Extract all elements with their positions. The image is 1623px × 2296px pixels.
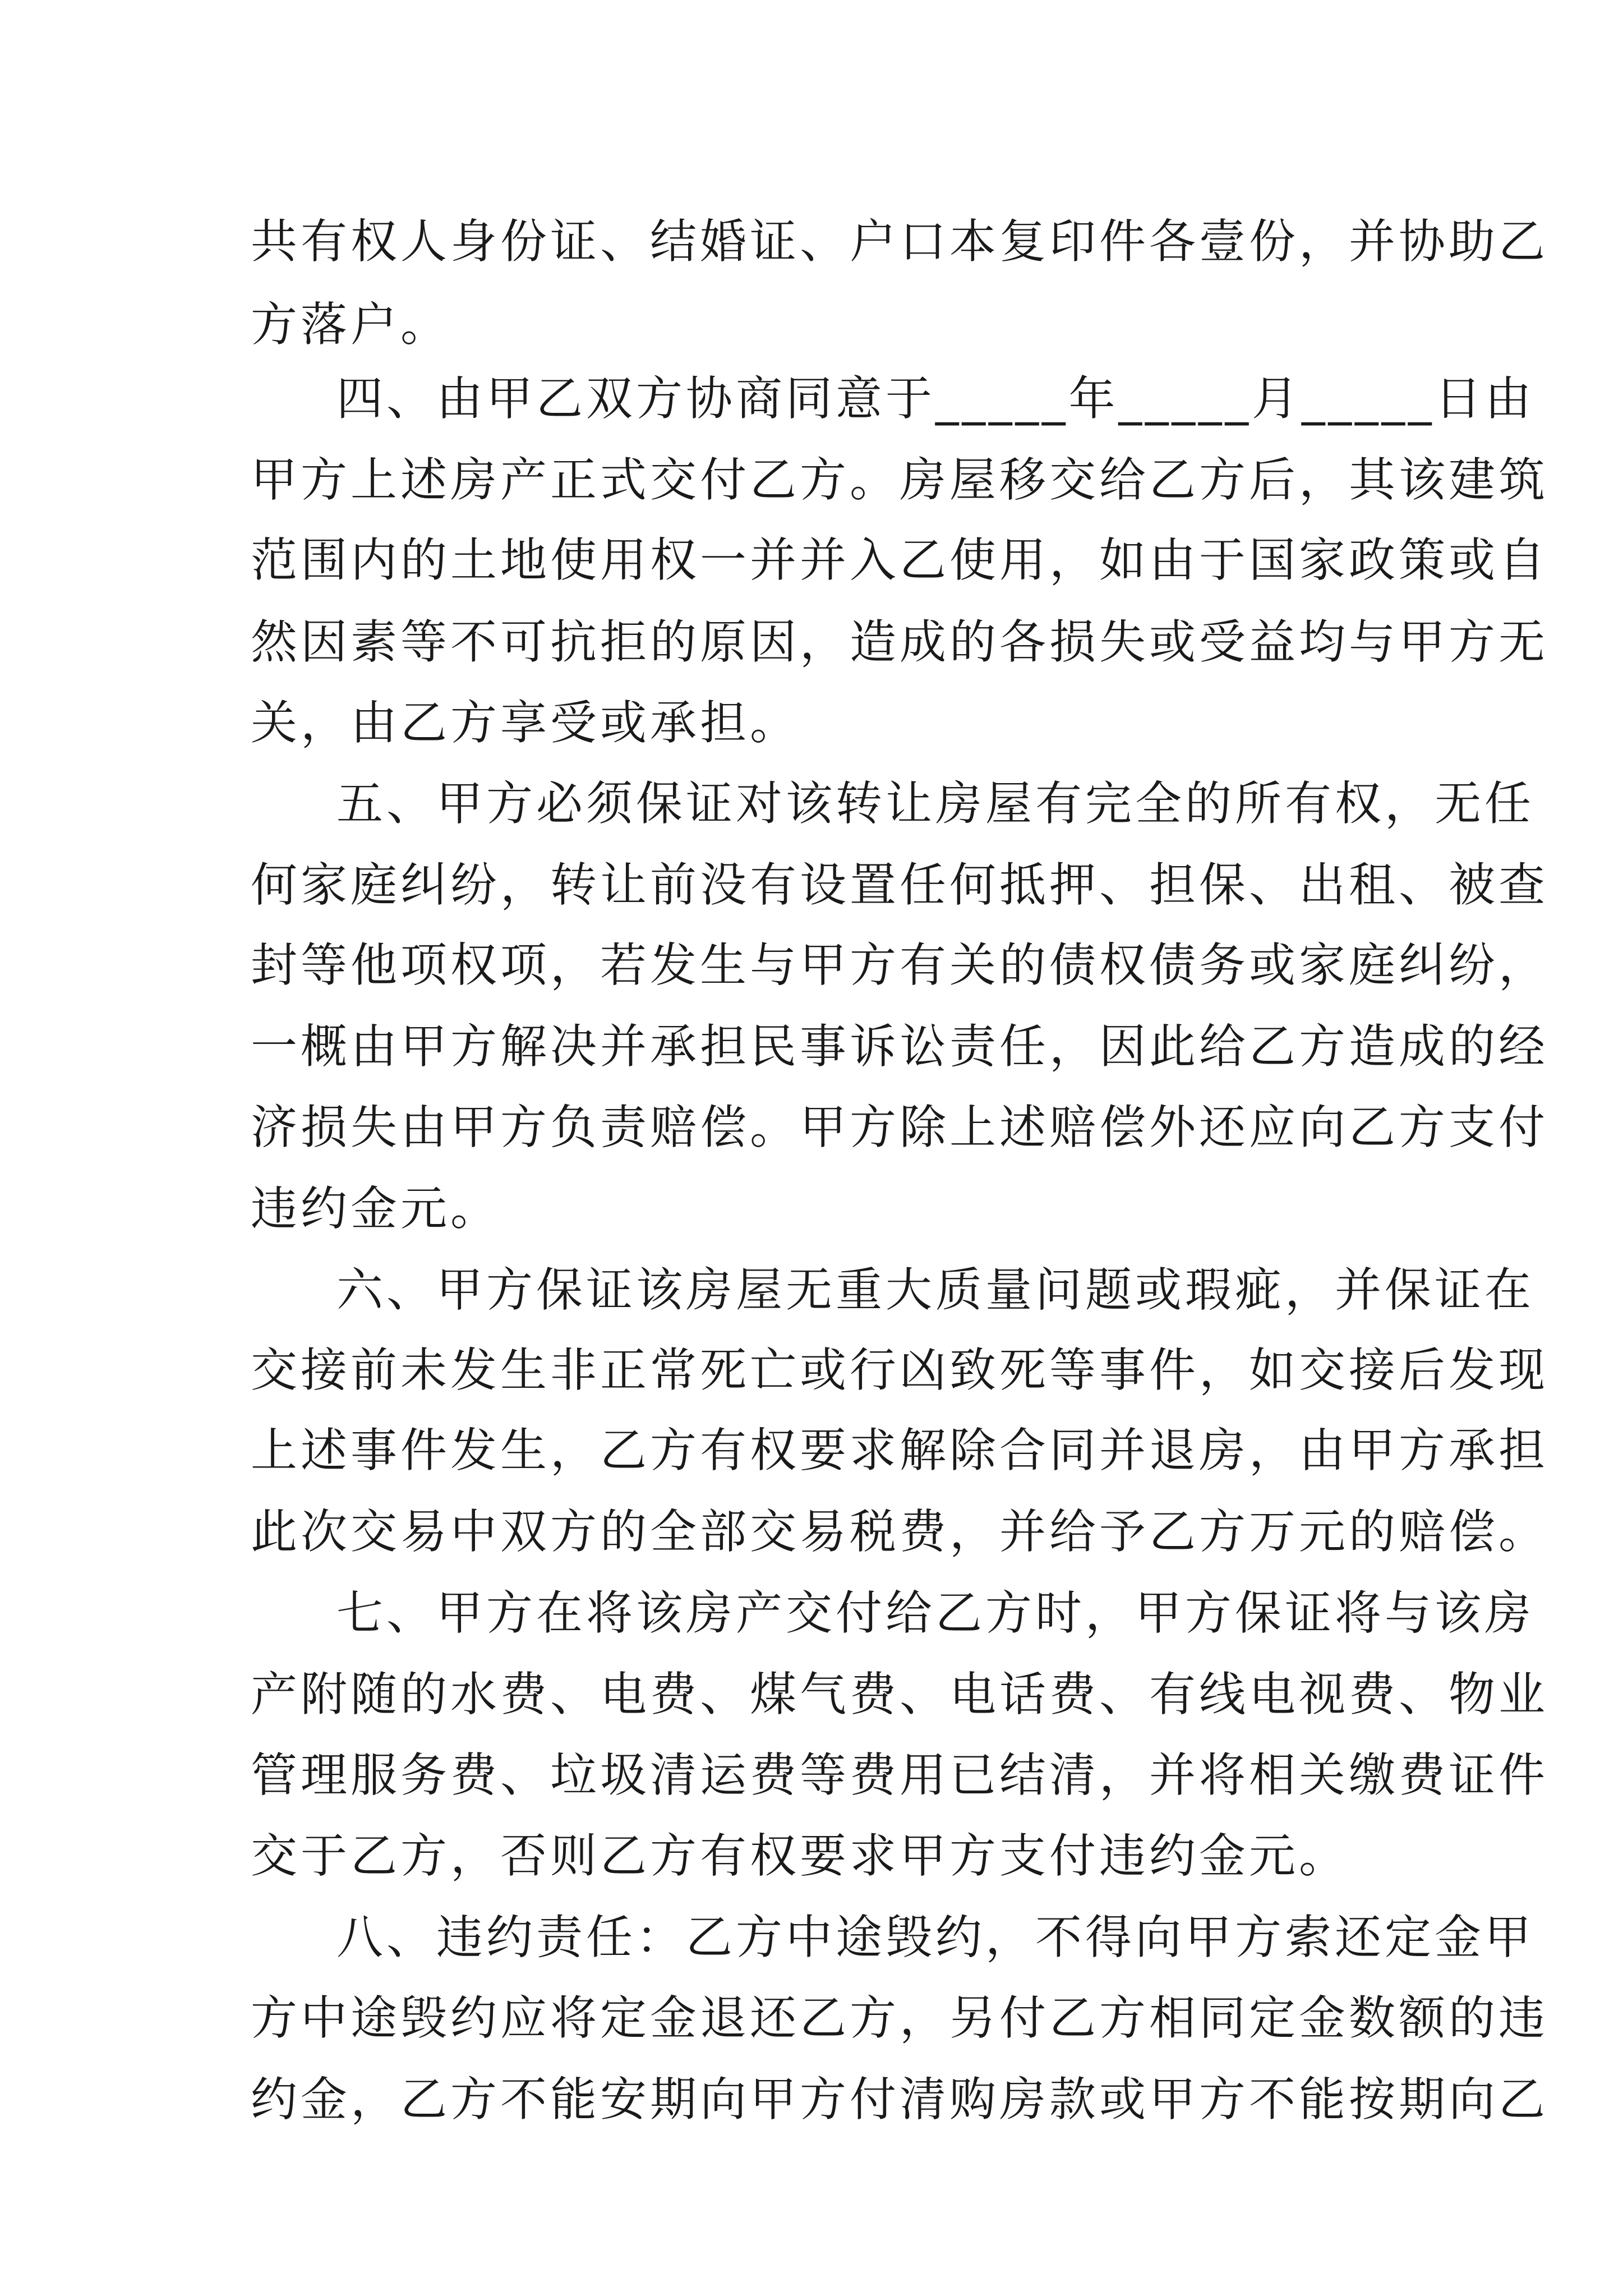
text-line: 产附随的水费、电费、煤气费、电话费、有线电视费、物业 xyxy=(251,1667,1548,1722)
text-line: 七、甲方在将该房产交付给乙方时，甲方保证将与该房 xyxy=(336,1586,1534,1640)
text-line: 四、由甲乙双方协商同意于_____年_____月_____日由 xyxy=(336,371,1535,426)
text-line: 方中途毁约应将定金退还乙方，另付乙方相同定金数额的违 xyxy=(251,1991,1548,2045)
text-line: 六、甲方保证该房屋无重大质量问题或瑕疵，并保证在 xyxy=(336,1263,1534,1317)
text-line: 此次交易中双方的全部交易税费，并给予乙方万元的赔偿。 xyxy=(251,1504,1548,1559)
text-line: 管理服务费、垃圾清运费等费用已结清，并将相关缴费证件 xyxy=(251,1748,1548,1802)
text-line: 八、违约责任：乙方中途毁约，不得向甲方索还定金甲 xyxy=(336,1910,1534,1964)
text-line: 上述事件发生，乙方有权要求解除合同并退房，由甲方承担 xyxy=(251,1423,1548,1478)
text-line: 五、甲方必须保证对该转让房屋有完全的所有权，无任 xyxy=(336,776,1534,831)
text-line: 违约金元。 xyxy=(251,1181,500,1236)
text-line: 范围内的土地使用权一并并入乙使用，如由于国家政策或自 xyxy=(251,533,1548,587)
text-line: 方落户。 xyxy=(251,297,450,352)
text-line: 交接前未发生非正常死亡或行凶致死等事件，如交接后发现 xyxy=(251,1343,1548,1397)
text-line: 一概由甲方解决并承担民事诉讼责任，因此给乙方造成的经 xyxy=(251,1019,1548,1074)
text-line: 关，由乙方享受或承担。 xyxy=(251,696,800,750)
text-line: 交于乙方，否则乙方有权要求甲方支付违约金元。 xyxy=(251,1829,1349,1883)
text-line: 何家庭纠纷，转让前没有设置任何抵押、担保、出租、被查 xyxy=(251,858,1548,912)
text-line: 约金，乙方不能安期向甲方付清购房款或甲方不能按期向乙 xyxy=(251,2072,1548,2127)
text-line: 甲方上述房产正式交付乙方。房屋移交给乙方后，其该建筑 xyxy=(251,453,1548,507)
text-line: 共有权人身份证、结婚证、户口本复印件各壹份，并协助乙 xyxy=(251,214,1548,269)
text-line: 济损失由甲方负责赔偿。甲方除上述赔偿外还应向乙方支付 xyxy=(251,1100,1548,1154)
text-line: 然因素等不可抗拒的原因，造成的各损失或受益均与甲方无 xyxy=(251,615,1548,669)
text-line: 封等他项权项，若发生与甲方有关的债权债务或家庭纠纷， xyxy=(251,938,1548,992)
